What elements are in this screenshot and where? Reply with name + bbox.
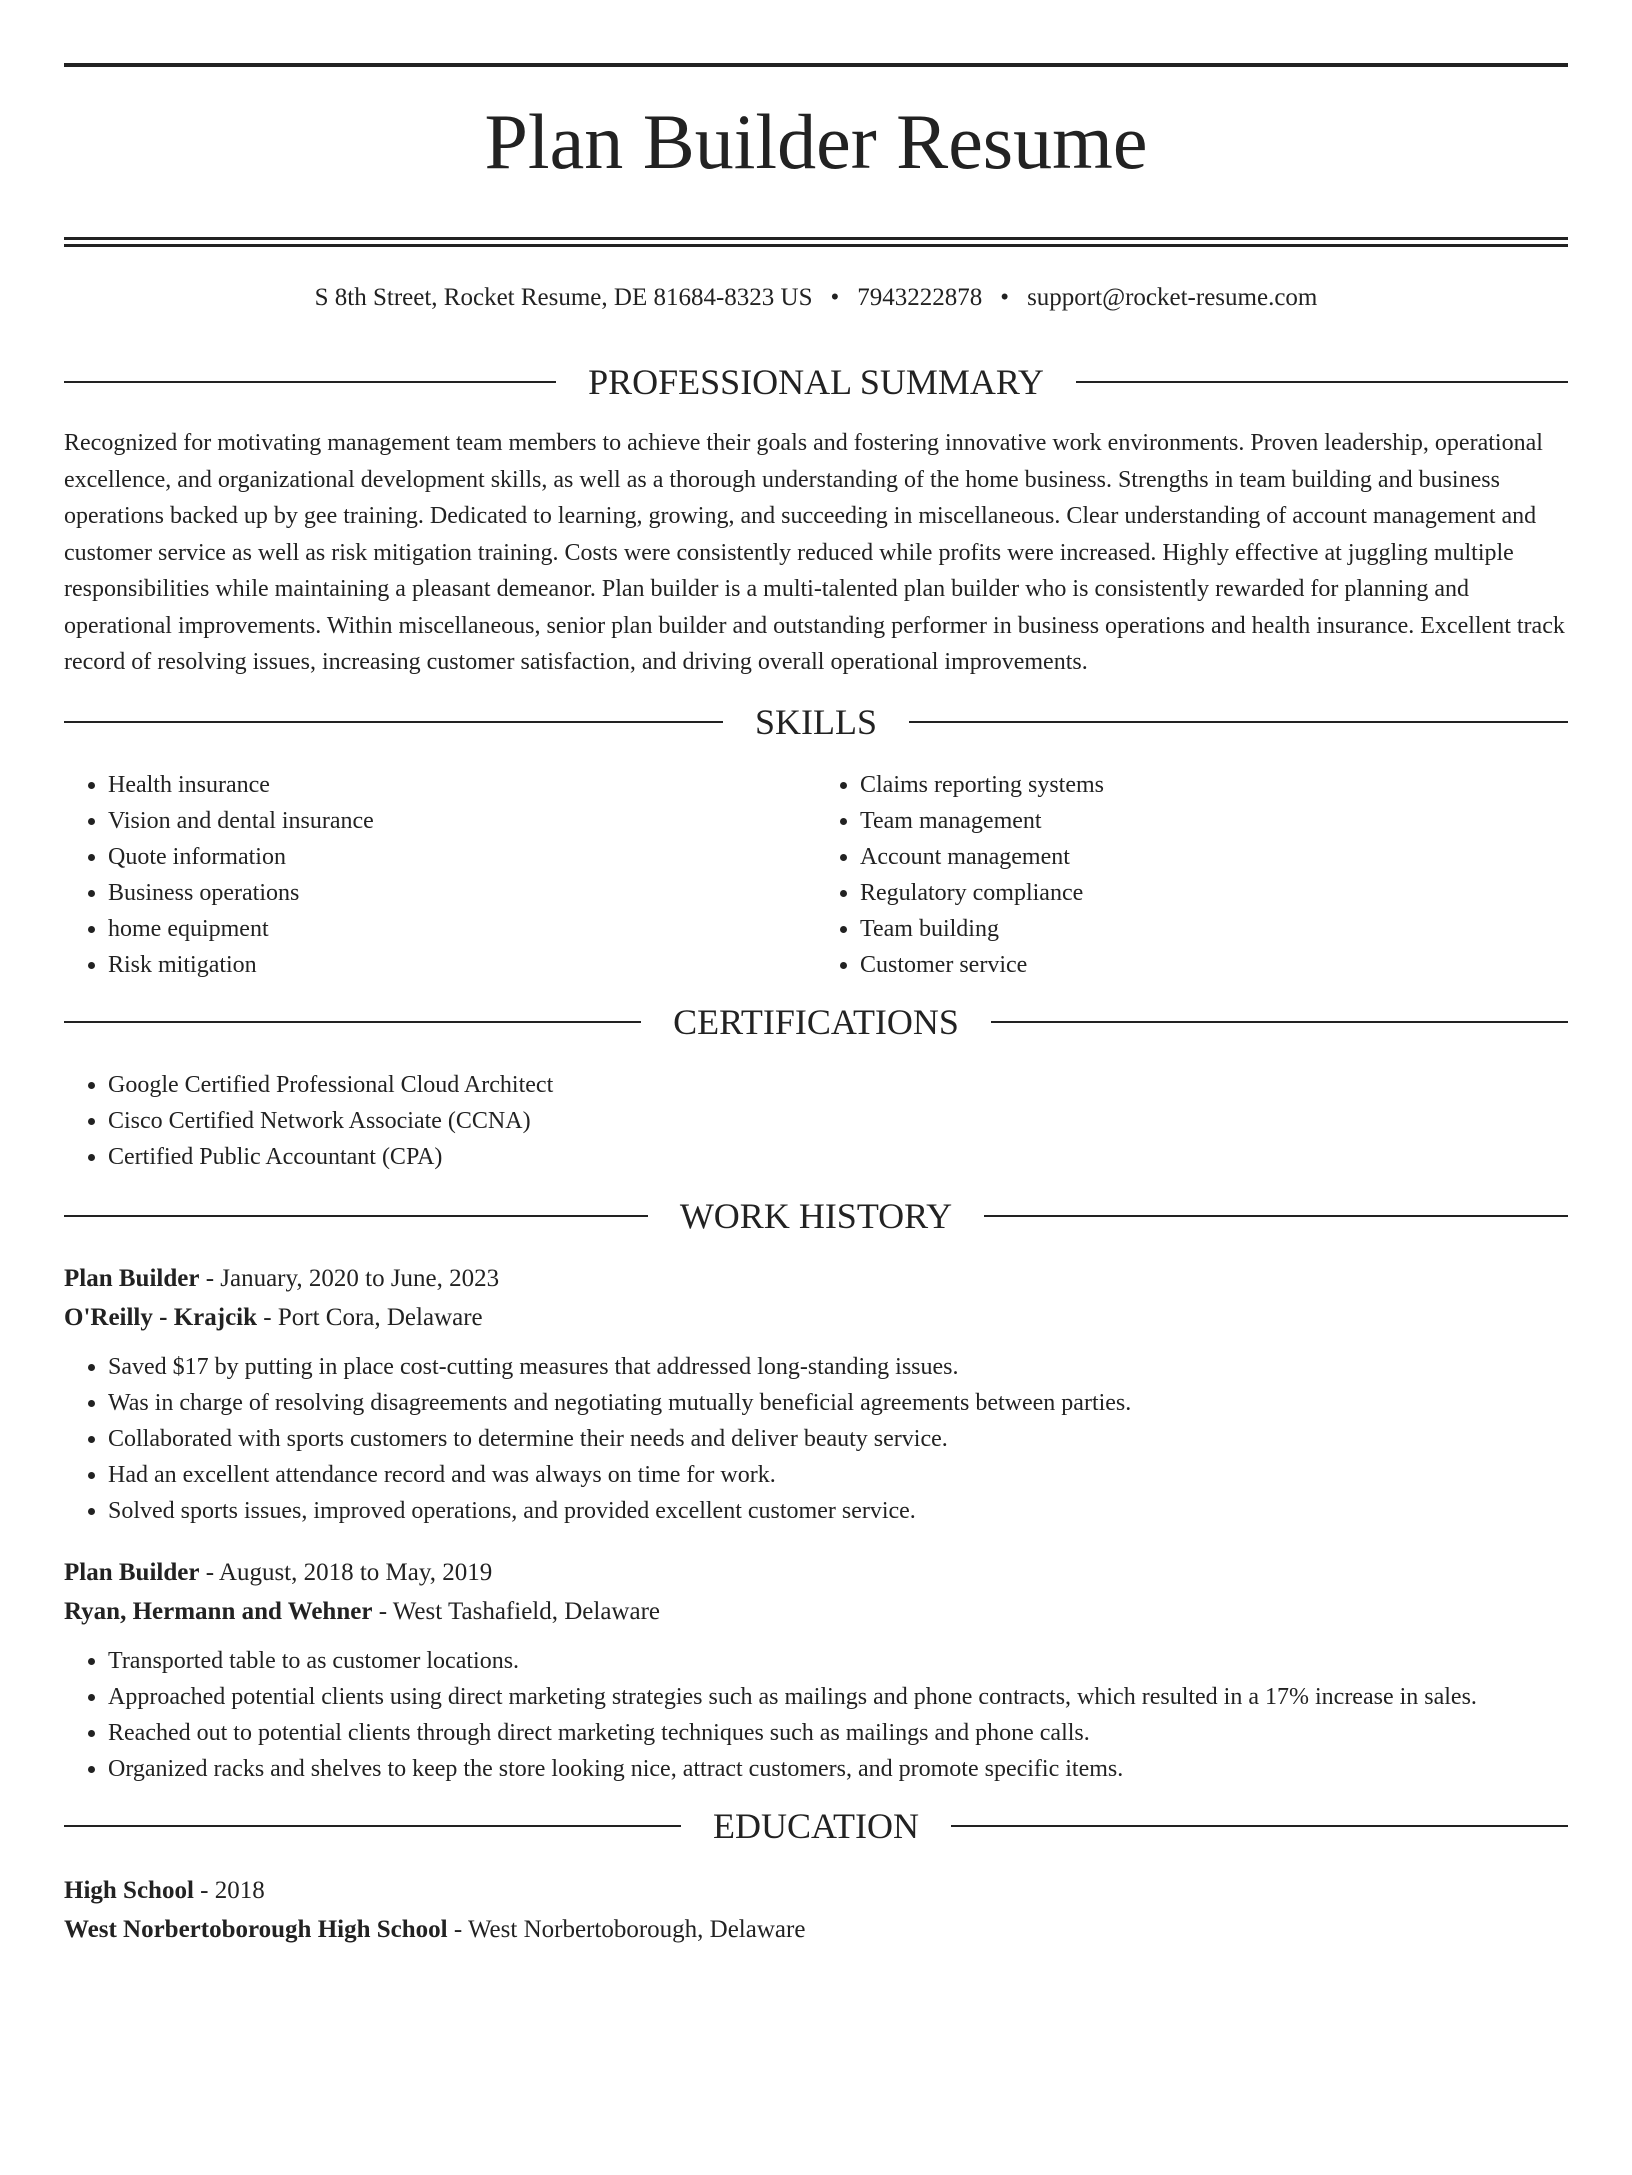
- section-heading-work-history: [64, 1195, 1568, 1237]
- job-duties-list: [64, 1643, 1568, 1787]
- section-title: PROFESSIONAL SUMMARY: [588, 362, 1044, 402]
- job-duty-item: • Collaborated with sports customers to determine their needs and deliver beauty service.: [108, 1421, 1568, 1457]
- section-heading-certifications: [64, 1001, 1568, 1043]
- contact-phone: 7943222878: [857, 284, 983, 311]
- top-rule: [64, 63, 1568, 67]
- job-duty-item: • Transported table to as customer locations.: [108, 1643, 1568, 1679]
- resume-page: [0, 63, 1632, 2175]
- education-degree: High School: [64, 1876, 194, 1904]
- resume-title: Plan Builder Resume: [484, 98, 1148, 185]
- contact-address: S 8th Street, Rocket Resume, DE 81684-8323 US: [314, 284, 813, 311]
- contact-email: support@rocket-resume.com: [1027, 284, 1318, 311]
- heading-rule: [909, 721, 1568, 723]
- job-location: - West Tashafield, Delaware: [372, 1597, 660, 1625]
- heading-rule: [64, 381, 556, 383]
- skill-item: • Claims reporting systems: [860, 767, 1568, 803]
- section-title: SKILLS: [755, 701, 878, 742]
- job-company-line: [64, 1592, 1568, 1631]
- job-duties-list: [64, 1349, 1568, 1529]
- contact-separator: •: [1000, 284, 1010, 311]
- job-duty-item: • Approached potential clients using direct marketing strategies such as mailings and phone contracts, which resulted in a 17% increase in sales.: [108, 1679, 1568, 1715]
- certifications-list: [64, 1067, 1568, 1175]
- job-duty-item: • Organized racks and shelves to keep the store looking nice, attract customers, and promote specific items.: [108, 1751, 1568, 1787]
- skill-item: • Team building: [860, 911, 1568, 947]
- certification-item: • Certified Public Accountant (CPA): [108, 1139, 1568, 1175]
- job-company-line: [64, 1298, 1568, 1337]
- job-duty-item: • Saved $17 by putting in place cost-cutting measures that addressed long-standing issues.: [108, 1349, 1568, 1385]
- skill-item: • Quote information: [108, 839, 816, 875]
- job-company: O'Reilly - Krajcik: [64, 1303, 258, 1331]
- heading-rule: [984, 1215, 1568, 1217]
- education-school: West Norbertoborough High School: [64, 1915, 448, 1943]
- skill-item: • Health insurance: [108, 767, 816, 803]
- skill-item: • home equipment: [108, 911, 816, 947]
- section-title: CERTIFICATIONS: [673, 1001, 959, 1042]
- heading-rule: [64, 1825, 681, 1827]
- skill-item: • Customer service: [860, 947, 1568, 983]
- section-title: EDUCATION: [713, 1805, 919, 1846]
- job-title-line: [64, 1553, 1568, 1592]
- certification-item: • Cisco Certified Network Associate (CCNA): [108, 1103, 1568, 1139]
- job-title: Plan Builder: [64, 1558, 200, 1586]
- section-title: WORK HISTORY: [679, 1195, 953, 1236]
- heading-rule: [64, 1215, 648, 1217]
- heading-rule: [1076, 381, 1568, 383]
- job-title: Plan Builder: [64, 1264, 200, 1292]
- summary-paragraph: Recognized for motivating management team members to achieve their goals and fostering innovative work environments. Proven leadership, operational excellence, and organizational development skills, as well as a thorough understanding of the home business. Strengths in team building and business operations backed up by gee training. Dedicated to learning, growing, and succeeding in miscellaneous. Clear understanding of account management and customer service as well as risk mitigation training. Costs were consistently reduced while profits were increased. Highly effective at juggling multiple responsibilities while maintaining a pleasant demeanor. Plan builder is a multi-talented plan builder who is consistently rewarded for planning and operational improvements. Within miscellaneous, senior plan builder and outstanding performer in business operations and health insurance. Excellent track record of resolving issues, increasing customer satisfaction, and driving overall operational improvements.: [64, 430, 1565, 675]
- education-school-line: [64, 1910, 1568, 1949]
- job-duty-item: • Was in charge of resolving disagreements and negotiating mutually beneficial agreements between parties.: [108, 1385, 1568, 1421]
- job-duty-item: • Reached out to potential clients through direct marketing techniques such as mailings and phone calls.: [108, 1715, 1568, 1751]
- skill-item: • Regulatory compliance: [860, 875, 1568, 911]
- job-duty-item: • Had an excellent attendance record and was always on time for work.: [108, 1457, 1568, 1493]
- heading-rule: [64, 1021, 641, 1023]
- job-company: Ryan, Hermann and Wehner: [64, 1597, 373, 1625]
- skill-item: • Team management: [860, 803, 1568, 839]
- title-double-rule: [64, 237, 1568, 247]
- heading-rule: [951, 1825, 1568, 1827]
- heading-rule: [991, 1021, 1568, 1023]
- job-dates: - August, 2018 to May, 2019: [199, 1558, 493, 1586]
- section-heading-skills: [64, 701, 1568, 743]
- education-degree-line: [64, 1871, 1568, 1910]
- skill-item: • Vision and dental insurance: [108, 803, 816, 839]
- skills-list-right: [816, 767, 1568, 983]
- skills-list-left: [64, 767, 816, 983]
- job-location: - Port Cora, Delaware: [257, 1303, 483, 1331]
- skills-grid: [64, 767, 1568, 983]
- skill-item: • Account management: [860, 839, 1568, 875]
- job-title-line: [64, 1259, 1568, 1298]
- education-year: - 2018: [193, 1876, 265, 1904]
- contact-line: [64, 283, 1568, 313]
- contact-separator: •: [830, 284, 840, 311]
- education-entry: [64, 1871, 1568, 1949]
- section-heading-education: [64, 1805, 1568, 1847]
- section-heading-summary: [64, 361, 1568, 403]
- job-duty-item: • Solved sports issues, improved operations, and provided excellent customer service.: [108, 1493, 1568, 1529]
- certification-item: • Google Certified Professional Cloud Architect: [108, 1067, 1568, 1103]
- skill-item: • Risk mitigation: [108, 947, 816, 983]
- job-entry: [64, 1553, 1568, 1787]
- heading-rule: [64, 721, 723, 723]
- job-entry: [64, 1259, 1568, 1529]
- education-location: - West Norbertoborough, Delaware: [447, 1915, 806, 1943]
- job-dates: - January, 2020 to June, 2023: [199, 1264, 500, 1292]
- skill-item: • Business operations: [108, 875, 816, 911]
